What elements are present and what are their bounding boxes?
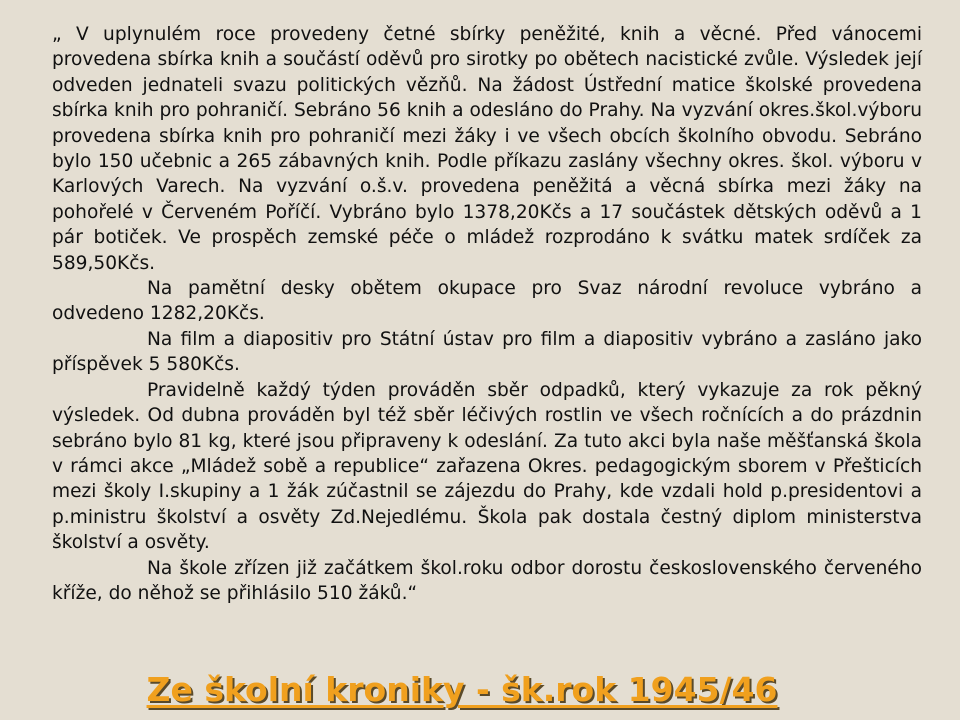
chronicle-paragraph-red-cross: Na škole zřízen již začátkem škol.roku odbor dorostu československého červeného kříže, do něhož se přihlásilo 510 žáků.“ — [52, 557, 922, 604]
chronicle-paragraph-memorial-plaques: Na pamětní desky obětem okupace pro Svaz národní revoluce vybráno a odvedeno 1282,20Kčs. — [52, 278, 922, 325]
chronicle-paragraph-collections: „ V uplynulém roce provedeny četné sbírky peněžité, knih a věcné. Před vánocemi provedena sbírka knih a součástí oděvů pro sirotky po obětech nacistické zvůle. Výsledek její odveden jednateli svazu politických vězňů. Na žádost Ústřední matice školské provedena sbírka knih pro pohraničí. Sebráno 56 knih a odesláno do Prahy. Na vyzvání okres.škol.výboru provedena sbírka knih pro pohraničí mezi žáky i ve všech obcích školního obvodu. Sebráno bylo 150 učebnic a 265 zábavných knih. Podle příkazu zaslány všechny okres. škol. výboru v Karlových Varech. Na vyzvání o.š.v. provedena peněžitá a věcná sbírka mezi žáky na pohořelé v Červeném Poříčí. Vybráno bylo 1378,20Kčs a 17 součástek dětských oděvů a 1 pár botiček. Ve prospěch zemské péče o mládež rozprodáno k svátku matek srdíček za 589,50Kčs. — [52, 24, 922, 274]
slide-title: Ze školní kroniky - šk.rok 1945/46 — [146, 670, 778, 709]
chronicle-paragraph-waste-collection: Pravidelně každý týden prováděn sběr odpadků, který vykazuje za rok pěkný výsledek. Od dubna prováděn byl též sběr léčivých rostlin ve všech ročnících a do prázdnin sebráno bylo 81 kg, které jsou připraveny k odeslání. Za tuto akci byla naše měšťanská škola v rámci akce „Mládež sobě a republice“ zařazena Okres. pedagogickým sborem v Přešticích mezi školy I.skupiny a 1 žák zúčastnil se zájezdu do Prahy, kde vzdali hold p.presidentovi a p.ministru školství a osvěty Zd.Nejedlému. Škola pak dostala čestný diplom ministerstva školství a osvěty. — [52, 379, 922, 554]
chronicle-text — [52, 22, 922, 606]
chronicle-paragraph-film-contribution: Na film a diapositiv pro Státní ústav pro film a diapositiv vybráno a zasláno jako příspěvek 5 580Kčs. — [52, 328, 922, 376]
